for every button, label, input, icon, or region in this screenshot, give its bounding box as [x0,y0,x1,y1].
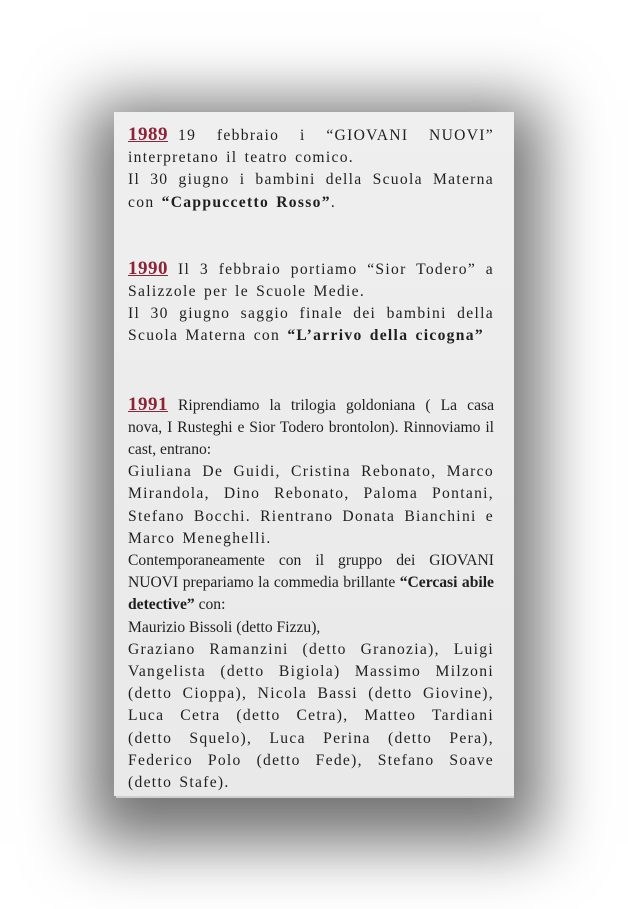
cast-list-nicknames: Graziano Ramanzini (detto Granozia), Luigi Vangelista (detto Bigiola) Massimo Milzoni (detto Cioppa), Nicola Bassi (detto Giovine), Luca Cetra (detto Cetra), Matteo Tardiani (detto Squelo), Luca Perina (detto Pera), Federico Polo (detto Fede), Stefano Soave (detto Stafe). [128,640,494,792]
title-bold: “L’arrivo della cicogna” [287,327,484,345]
line-text: Il 30 giugno i bambini della Scuola Materna con [128,171,494,211]
para-end: con: [194,596,226,614]
entry-1989 [128,124,494,214]
intro-text: Il 3 febbraio portiamo “Sior Todero” a Salizzole per le Scuole Medie. [128,260,494,301]
entry-1990 [128,258,494,348]
entry-line [128,303,494,347]
entry-line [128,169,494,213]
year-heading: 1990 [128,257,168,279]
document-card [114,112,514,796]
entry-paragraph [128,550,494,617]
line-end: . [330,193,337,211]
para-text: Contemporaneamente con il gruppo dei GIOVANI NUOVI prepariamo la commedia brillante [128,552,494,592]
intro-text: 19 febbraio i “GIOVANI NUOVI” interpretano il teatro comico. [128,127,494,167]
title-bold: “Cercasi abile detective” [128,574,494,614]
entry-intro [128,124,494,169]
year-heading: 1991 [128,393,168,415]
line-text: Il 30 giugno saggio finale dei bambini della Scuola Materna con [128,305,494,345]
title-bold: “Cappuccetto Rosso” [161,193,331,211]
entry-1991 [128,394,494,795]
intro-text: Riprendiamo la trilogia goldoniana ( La casa nova, I Rusteghi e Sior Todero brontolon). Rinnoviamo il cast, entrano: [128,396,494,459]
entry-intro [128,258,494,303]
year-heading: 1989 [128,124,168,145]
cast-list: Giuliana De Guidi, Cristina Rebonato, Marco Mirandola, Dino Rebonato, Paloma Pontani, Stefano Bocchi. Rientrano Donata Bianchini e Marco Meneghelli. [128,463,494,547]
cast-line: Maurizio Bissoli (detto Fizzu), [128,618,321,636]
entry-intro [128,394,494,462]
